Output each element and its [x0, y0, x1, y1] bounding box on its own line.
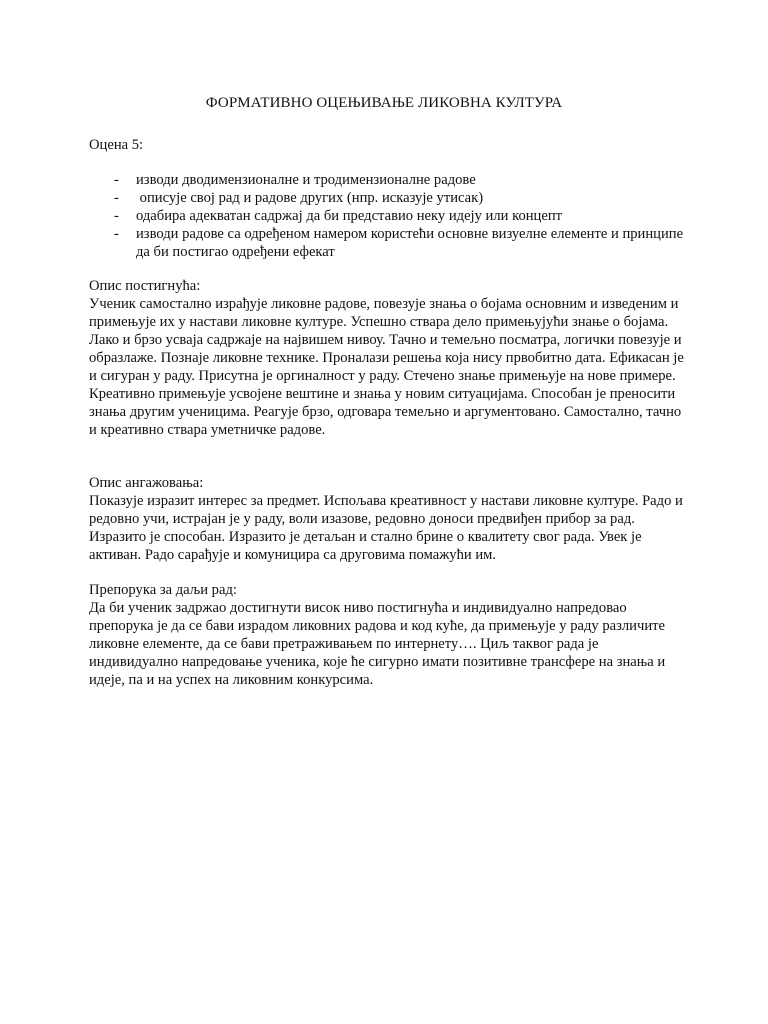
engagement-heading: Опис ангажовања:	[89, 475, 204, 491]
recommendation-section	[89, 581, 689, 689]
criteria-text: изводи дводимензионалне и тродимензионалне радове	[136, 172, 476, 188]
achievement-body: Ученик самостално израђује ликовне радове, повезује знања о бојама основним и изведеним и примењује их у настави ликовне културе. Успешно ствара дело примењујући знање о бојама. Лако и брзо усваја садржаје на највишем нивоу. Тачно и темељно посматра, логички повезује и образлаже. Познаје ликовне технике. Проналази решења која нису првобитно дата. Ефикасан је и сигуран у раду. Присутна је оргиналност у раду. Стечено знање примењује на нове примере. Креативно примењује усвојене вештине и знања у новим ситуацијама. Способан је преносити знања другим ученицима. Реагује брзо, одговара темељно и аргументовано. Самостално, тачно и креативно ствара уметничке радове.	[89, 296, 684, 438]
bullet-dash: -	[114, 190, 119, 206]
engagement-section	[89, 474, 689, 564]
engagement-body: Показује изразит интерес за предмет. Испољава креативност у настави ликовне културе. Радо и редовно учи, истрајан је у раду, воли изазове, редовно доноси предвиђен прибор за рад. Изразито је способан. Изразито је детаљан и стално брине о квалитету свог рада. Увек је активан. Радо сарађује и комуницира са друговима помажући им.	[89, 493, 683, 563]
bullet-dash: -	[114, 172, 119, 188]
document-title: ФОРМАТИВНО ОЦЕЊИВАЊЕ ЛИКОВНА КУЛТУРА	[205, 95, 563, 111]
achievement-section	[89, 277, 689, 439]
criteria-list	[89, 171, 689, 261]
grade-label: Оцена 5:	[89, 137, 144, 153]
recommendation-body: Да би ученик задржао достигнути висок ниво постигнућа и индивидуално напредовао препорука је да се бави израдом ликовних радова и код куће, да примењује у раду различите ликовне елементе, да се бави претраживањем по интернету…. Циљ таквог рада је индивидуално напредовање ученика, које ће сигурно имати позитивне трансфере на знања и идеје, па и на успех на ликовним конкурсима.	[89, 600, 666, 688]
criteria-item	[89, 171, 689, 189]
criteria-text: описује свој рад и радове других (нпр. исказује утисак)	[136, 190, 484, 206]
criteria-item	[89, 225, 689, 261]
bullet-dash: -	[114, 208, 119, 224]
criteria-item	[89, 189, 689, 207]
bullet-dash: -	[114, 226, 119, 242]
criteria-item	[89, 207, 689, 225]
criteria-text: изводи радове са одређеном намером користећи основне визуелне елементе и принципе да би постигао одређени ефекат	[136, 226, 684, 260]
achievement-heading: Опис постигнућа:	[89, 278, 201, 294]
recommendation-heading: Препорука за даљи рад:	[89, 582, 237, 598]
criteria-text: одабира адекватан садржај да би представио неку идеју или концепт	[136, 208, 563, 224]
